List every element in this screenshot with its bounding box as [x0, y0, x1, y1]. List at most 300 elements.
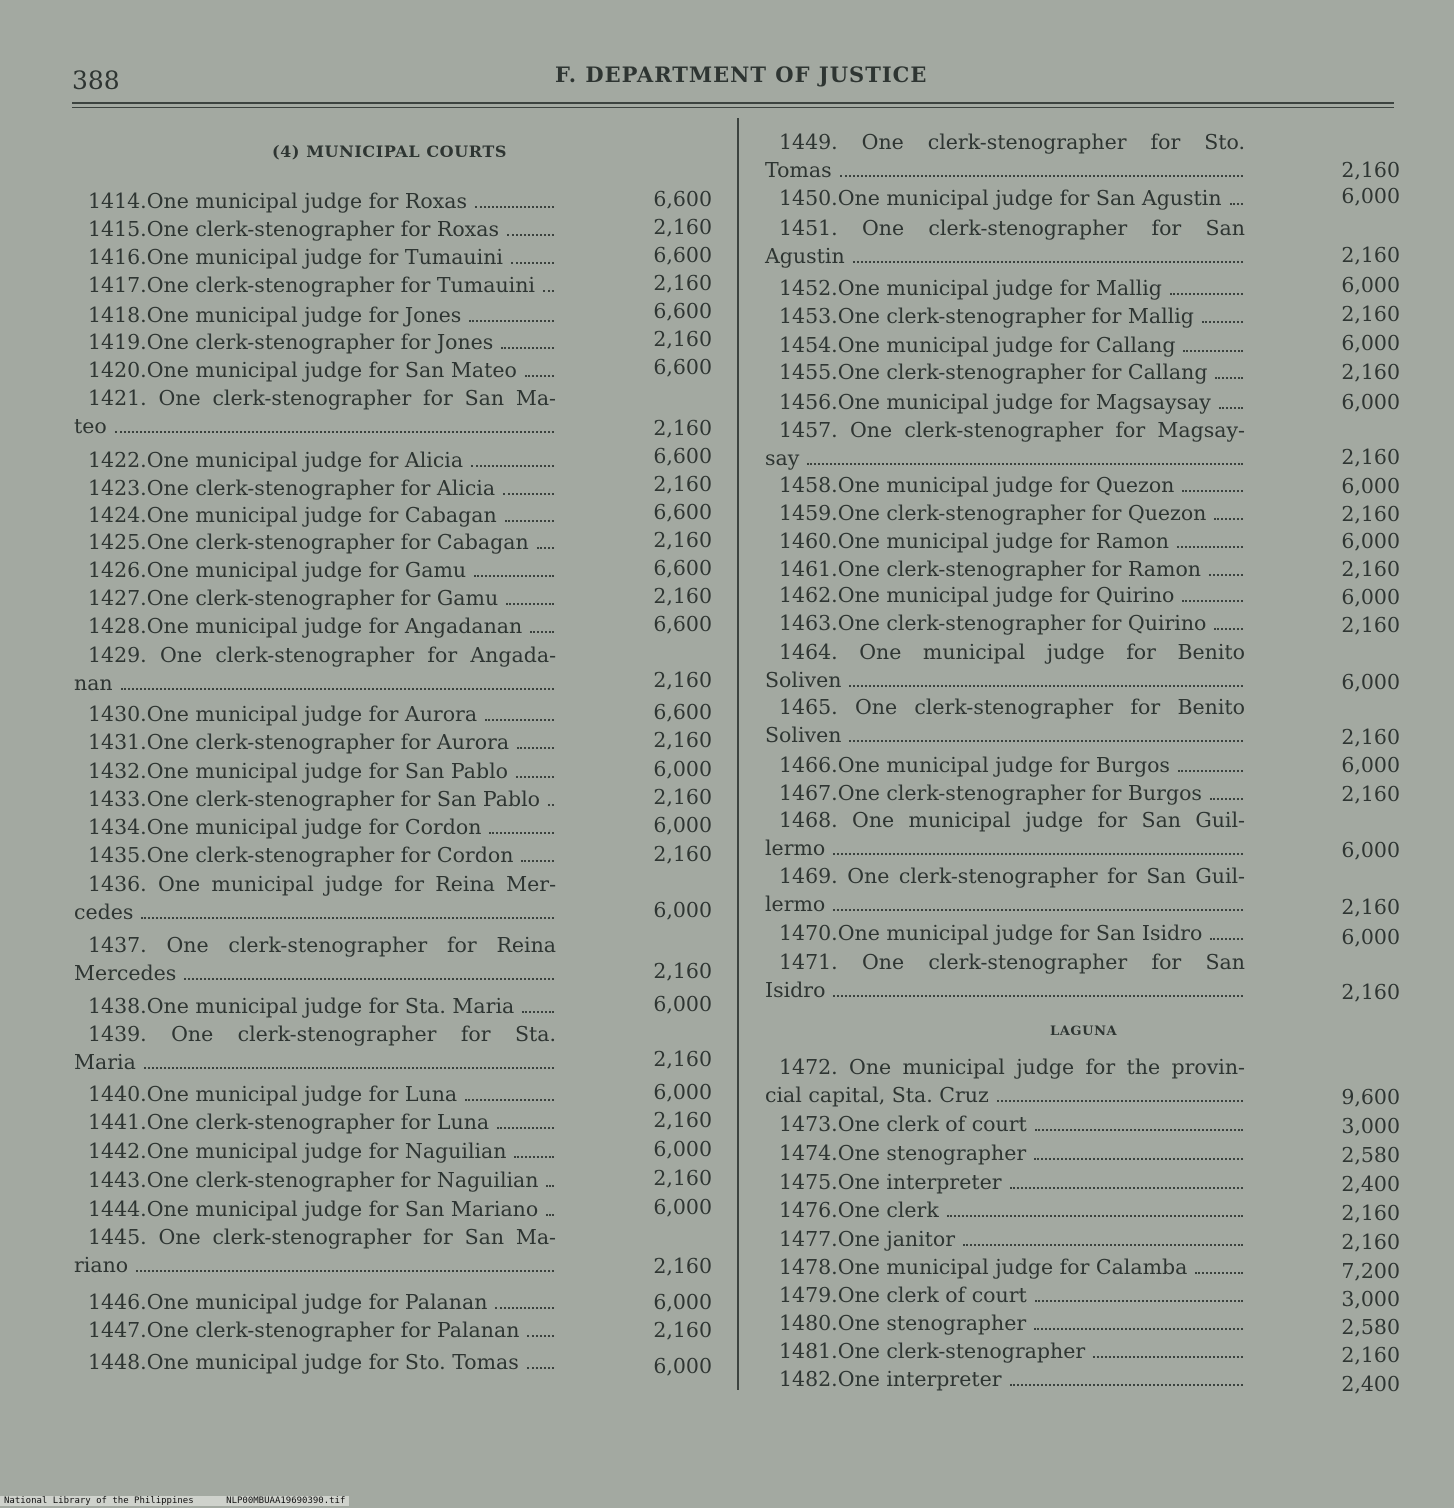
item-amount: 6,000 [1341, 474, 1400, 498]
budget-item [74, 243, 556, 271]
budget-item [74, 992, 556, 1020]
item-line [74, 446, 556, 474]
item-number: 1418. [88, 303, 147, 327]
item-continuation-line [765, 242, 1245, 270]
dot-leader [471, 465, 554, 467]
item-description: One clerk-stenographer for Sta. [171, 1022, 556, 1046]
item-number: 1458. [779, 473, 838, 497]
item-description: One municipal judge for Sto. Tomas [146, 1350, 519, 1374]
item-line [765, 1281, 1245, 1309]
dot-leader [507, 234, 554, 236]
budget-item [765, 499, 1245, 527]
item-amount: 2,160 [1341, 895, 1400, 919]
dot-leader [497, 1127, 554, 1129]
item-description: One clerk-stenographer for Cordon [146, 843, 514, 867]
dot-leader [1034, 1158, 1243, 1160]
budget-item [74, 1020, 556, 1076]
item-description: One municipal judge for San Pablo [146, 759, 508, 783]
budget-item [74, 1223, 556, 1279]
column-divider [737, 118, 739, 1390]
item-number: 1465. [779, 695, 838, 719]
item-number: 1446. [88, 1290, 147, 1314]
item-description: One clerk-stenographer for Palanan [146, 1318, 520, 1342]
item-description: One municipal judge for Ramon [837, 529, 1170, 553]
item-description: One clerk-stenographer for Gamu [146, 586, 499, 610]
item-amount: 2,160 [1341, 1343, 1400, 1367]
dot-leader [1195, 1272, 1243, 1274]
item-continuation: Maria [74, 1050, 136, 1074]
item-line [74, 328, 556, 356]
budget-item [74, 584, 556, 612]
budget-item [74, 1108, 556, 1136]
item-amount: 2,160 [653, 959, 712, 983]
item-line [765, 779, 1245, 807]
item-amount: 6,000 [1341, 838, 1400, 862]
item-number: 1466. [779, 753, 838, 777]
budget-item [74, 1080, 556, 1108]
item-number: 1415. [88, 217, 147, 241]
item-amount: 6,600 [653, 355, 712, 379]
budget-item [765, 1309, 1245, 1337]
budget-item [74, 215, 556, 243]
item-amount: 2,580 [1341, 1143, 1400, 1167]
item-description: One clerk-stenographer for Tumauini [146, 273, 535, 297]
item-description: One clerk-stenographer for Luna [146, 1110, 490, 1134]
item-number: 1453. [779, 304, 838, 328]
item-continuation-line [765, 666, 1245, 694]
item-number: 1441. [88, 1110, 147, 1134]
item-amount: 2,400 [1341, 1172, 1400, 1196]
item-amount: 2,160 [1341, 302, 1400, 326]
dot-leader [1210, 938, 1243, 940]
dot-leader [121, 688, 554, 690]
item-amount: 2,400 [1341, 1372, 1400, 1396]
budget-item [765, 806, 1245, 862]
item-description: One clerk-stenographer for Aurora [146, 730, 510, 754]
item-description: One clerk-stenographer for Reina [166, 933, 556, 957]
item-number: 1461. [779, 557, 838, 581]
dot-leader [1214, 518, 1243, 520]
item-number: 1442. [88, 1139, 147, 1163]
item-line [765, 302, 1245, 330]
item-amount: 6,600 [653, 444, 712, 468]
dot-leader [475, 206, 554, 208]
item-description: One municipal judge for Gamu [146, 558, 467, 582]
item-number: 1448. [88, 1350, 147, 1374]
item-number: 1473. [779, 1112, 838, 1136]
dot-leader [465, 1099, 554, 1101]
item-line [74, 356, 556, 384]
dot-leader [833, 853, 1243, 855]
item-number: 1463. [779, 611, 838, 635]
item-line [765, 1053, 1245, 1081]
page-title: F. DEPARTMENT OF JUSTICE [555, 62, 928, 87]
header-rule [72, 102, 1394, 104]
item-line [74, 992, 556, 1020]
item-description: One stenographer [837, 1311, 1027, 1335]
item-number: 1469. [779, 864, 838, 888]
dot-leader [1202, 321, 1243, 323]
item-number: 1425. [88, 530, 147, 554]
item-number: 1464. [779, 640, 838, 664]
item-number: 1424. [88, 503, 147, 527]
item-number: 1426. [88, 558, 147, 582]
item-continuation-line [765, 1081, 1245, 1109]
item-number: 1454. [779, 333, 838, 357]
item-number: 1421. [88, 386, 147, 410]
item-number: 1439. [88, 1022, 147, 1046]
item-line [765, 1225, 1245, 1253]
item-line [765, 555, 1245, 583]
budget-item [765, 751, 1245, 779]
item-number: 1437. [88, 933, 147, 957]
item-amount: 2,160 [1341, 502, 1400, 526]
item-amount: 2,160 [653, 668, 712, 692]
item-line [74, 1288, 556, 1316]
item-line [74, 501, 556, 529]
item-continuation: lermo [765, 892, 826, 916]
item-number: 1478. [779, 1255, 838, 1279]
item-description: One municipal judge for Aurora [146, 702, 478, 726]
item-continuation-line [765, 834, 1245, 862]
item-line [74, 612, 556, 640]
item-description: One clerk-stenographer for San Ma- [158, 386, 556, 410]
item-description: One municipal judge for San Agustin [837, 186, 1222, 210]
budget-item [765, 862, 1245, 918]
item-number: 1468. [779, 808, 838, 832]
item-amount: 2,160 [1341, 1230, 1400, 1254]
item-line [74, 584, 556, 612]
dot-leader [1230, 203, 1243, 205]
item-line [765, 1168, 1245, 1196]
item-continuation-line [765, 721, 1245, 749]
item-description: One municipal judge for Magsaysay [837, 390, 1211, 414]
dot-leader [521, 860, 554, 862]
dot-leader [184, 978, 554, 980]
dot-leader [1219, 407, 1243, 409]
page-number: 388 [72, 66, 120, 95]
item-line [765, 184, 1245, 212]
item-number: 1462. [779, 583, 838, 607]
budget-item [74, 1288, 556, 1316]
item-description: One clerk-stenographer for Quirino [837, 611, 1207, 635]
footer-library: National Library of the Philippines [4, 1496, 194, 1506]
item-description: One municipal judge for Burgos [837, 753, 1170, 777]
item-number: 1422. [88, 448, 147, 472]
item-line [74, 271, 556, 299]
item-amount: 6,600 [653, 612, 712, 636]
dot-leader [511, 262, 554, 264]
dot-leader [849, 740, 1243, 742]
item-amount: 2,160 [653, 416, 712, 440]
dot-leader [469, 320, 554, 322]
budget-item [765, 555, 1245, 583]
item-amount: 6,000 [653, 1290, 712, 1314]
budget-item [74, 501, 556, 529]
dot-leader [1182, 600, 1243, 602]
item-number: 1416. [88, 245, 147, 269]
item-description: One clerk-stenographer for San Guil- [847, 864, 1245, 888]
item-line [765, 527, 1245, 555]
section-heading-municipal-courts: (4) MUNICIPAL COURTS [272, 142, 508, 161]
item-amount: 2,160 [653, 1047, 712, 1071]
item-line [765, 1196, 1245, 1224]
dot-leader [546, 1185, 554, 1187]
dot-leader [543, 290, 554, 292]
item-amount: 2,160 [653, 728, 712, 752]
item-amount: 6,000 [1341, 529, 1400, 553]
item-line [74, 301, 556, 329]
item-number: 1447. [88, 1318, 147, 1342]
budget-item [765, 779, 1245, 807]
item-amount: 6,000 [1341, 585, 1400, 609]
item-amount: 6,000 [653, 1137, 712, 1161]
budget-item [74, 1348, 556, 1376]
item-description: One clerk-stenographer for Naguilian [146, 1168, 539, 1192]
item-description: One municipal judge for Benito [859, 640, 1245, 664]
item-amount: 6,000 [1341, 753, 1400, 777]
item-description: One clerk-stenographer for Magsay- [849, 418, 1245, 442]
dot-leader [1215, 377, 1243, 379]
item-description: One clerk-stenographer for San [861, 950, 1245, 974]
item-description: One municipal judge for Quezon [837, 473, 1175, 497]
item-amount: 6,000 [653, 1354, 712, 1378]
item-amount: 6,000 [1341, 925, 1400, 949]
item-amount: 6,000 [1341, 390, 1400, 414]
item-line [74, 1137, 556, 1165]
item-line [74, 841, 556, 869]
item-continuation: say [765, 446, 800, 470]
item-continuation: nan [74, 671, 113, 695]
item-amount: 2,160 [1341, 725, 1400, 749]
dot-leader [530, 631, 554, 633]
item-description: One municipal judge for San Mariano [146, 1197, 539, 1221]
item-number: 1440. [88, 1082, 147, 1106]
item-description: One clerk-stenographer for San Pablo [146, 787, 541, 811]
item-number: 1436. [88, 872, 147, 896]
item-description: One clerk-stenographer for Angada- [159, 643, 556, 667]
item-amount: 3,000 [1341, 1287, 1400, 1311]
budget-item [74, 700, 556, 728]
item-amount: 2,160 [1341, 980, 1400, 1004]
item-number: 1457. [779, 418, 838, 442]
dot-leader [833, 909, 1243, 911]
item-description: One clerk-stenographer for Roxas [146, 217, 499, 241]
dot-leader [522, 1011, 554, 1013]
item-amount: 6,000 [1341, 331, 1400, 355]
dot-leader [136, 1270, 554, 1272]
item-continuation-line [74, 1251, 556, 1279]
item-description: One municipal judge for Jones [146, 303, 462, 327]
item-line [74, 1080, 556, 1108]
dot-leader [485, 719, 554, 721]
item-continuation-line [74, 412, 556, 440]
budget-item [765, 214, 1245, 270]
item-line [74, 870, 556, 898]
item-continuation: Soliven [765, 668, 842, 692]
item-line [74, 215, 556, 243]
item-line [74, 243, 556, 271]
item-number: 1438. [88, 994, 147, 1018]
item-amount: 2,160 [1341, 1201, 1400, 1225]
item-number: 1450. [779, 186, 838, 210]
budget-item [765, 609, 1245, 637]
item-line [765, 388, 1245, 416]
item-line [765, 1337, 1245, 1365]
item-number: 1432. [88, 759, 147, 783]
budget-item [765, 1225, 1245, 1253]
budget-item [74, 446, 556, 474]
item-line [765, 1309, 1245, 1337]
item-amount: 2,160 [653, 528, 712, 552]
item-amount: 2,160 [1341, 782, 1400, 806]
scan-footer [0, 1496, 349, 1506]
item-description: One municipal judge for San Guil- [852, 808, 1245, 832]
item-line [765, 358, 1245, 386]
budget-item [765, 1281, 1245, 1309]
item-amount: 2,580 [1341, 1315, 1400, 1339]
item-number: 1456. [779, 390, 838, 414]
item-description: One clerk-stenographer for Benito [854, 695, 1245, 719]
dot-leader [1214, 628, 1243, 630]
budget-item [74, 728, 556, 756]
budget-item [74, 1166, 556, 1194]
item-continuation-line [765, 976, 1245, 1004]
item-line [74, 187, 556, 215]
item-line [74, 1348, 556, 1376]
item-line [765, 1365, 1245, 1393]
budget-item [74, 556, 556, 584]
dot-leader [506, 603, 554, 605]
item-number: 1475. [779, 1170, 838, 1194]
dot-leader [1093, 1356, 1243, 1358]
budget-item [74, 384, 556, 440]
item-line [765, 751, 1245, 779]
budget-item [74, 612, 556, 640]
item-description: One municipal judge for Quirino [837, 583, 1175, 607]
footer-file: NLP00MBUAA19690390.tif [226, 1496, 346, 1506]
item-number: 1430. [88, 702, 147, 726]
item-number: 1443. [88, 1168, 147, 1192]
budget-item [765, 128, 1245, 184]
item-description: One municipal judge for Callang [837, 333, 1176, 357]
item-line [74, 785, 556, 813]
budget-item [765, 388, 1245, 416]
budget-item [765, 184, 1245, 212]
budget-item [74, 931, 556, 987]
item-line [74, 1020, 556, 1048]
item-description: One clerk-stenographer for Alicia [146, 476, 496, 500]
item-amount: 3,000 [1341, 1114, 1400, 1138]
dot-leader [853, 261, 1243, 263]
dot-leader [474, 575, 554, 577]
item-number: 1417. [88, 273, 147, 297]
item-description: One clerk-stenographer for Ramon [837, 557, 1202, 581]
dot-leader [501, 347, 554, 349]
item-continuation: teo [74, 414, 107, 438]
dot-leader [489, 832, 554, 834]
item-line [765, 609, 1245, 637]
item-description: One municipal judge for Cabagan [146, 503, 497, 527]
dot-leader [1177, 546, 1243, 548]
budget-item [765, 1365, 1245, 1393]
item-description: One janitor [837, 1227, 956, 1251]
budget-item [74, 474, 556, 502]
budget-item [765, 1053, 1245, 1109]
dot-leader [1182, 490, 1243, 492]
item-line [74, 1316, 556, 1344]
item-amount: 6,600 [653, 500, 712, 524]
item-number: 1414. [88, 189, 147, 213]
dot-leader [1210, 798, 1243, 800]
item-number: 1449. [779, 130, 838, 154]
item-number: 1429. [88, 643, 147, 667]
item-description: One municipal judge for the provin- [849, 1055, 1245, 1079]
item-continuation-line [765, 444, 1245, 472]
dot-leader [144, 1067, 554, 1069]
dot-leader [963, 1244, 1243, 1246]
item-description: One clerk-stenographer for Jones [146, 330, 494, 354]
item-number: 1431. [88, 730, 147, 754]
item-line [765, 948, 1245, 976]
item-line [74, 1195, 556, 1223]
item-number: 1476. [779, 1198, 838, 1222]
item-amount: 9,600 [1341, 1085, 1400, 1109]
dot-leader [517, 747, 554, 749]
budget-item [765, 638, 1245, 694]
dot-leader [527, 1335, 554, 1337]
item-amount: 6,000 [653, 813, 712, 837]
dot-leader [1035, 1300, 1243, 1302]
item-number: 1445. [88, 1225, 147, 1249]
budget-item [74, 813, 556, 841]
item-line [74, 641, 556, 669]
dot-leader [1170, 293, 1243, 295]
item-line [765, 1253, 1245, 1281]
item-number: 1471. [779, 950, 838, 974]
budget-item [765, 581, 1245, 609]
item-description: One municipal judge for Mallig [837, 276, 1162, 300]
dot-leader [1034, 1328, 1243, 1330]
item-line [765, 274, 1245, 302]
dot-leader [1010, 1187, 1244, 1189]
item-line [765, 638, 1245, 666]
item-continuation: lermo [765, 836, 826, 860]
item-continuation: Tomas [765, 158, 832, 182]
item-number: 1482. [779, 1367, 838, 1391]
item-number: 1455. [779, 360, 838, 384]
item-description: One municipal judge for Naguilian [146, 1139, 507, 1163]
dot-leader [495, 1307, 554, 1309]
item-number: 1434. [88, 815, 147, 839]
dot-leader [514, 1156, 554, 1158]
dot-leader [997, 1100, 1243, 1102]
item-description: One clerk-stenographer for Burgos [837, 781, 1202, 805]
item-amount: 6,000 [1341, 273, 1400, 297]
item-number: 1444. [88, 1197, 147, 1221]
dot-leader [1178, 770, 1243, 772]
item-line [74, 474, 556, 502]
item-line [765, 862, 1245, 890]
budget-item [765, 527, 1245, 555]
budget-item [74, 870, 556, 926]
budget-item [765, 302, 1245, 330]
budget-item [74, 271, 556, 299]
item-line [765, 1139, 1245, 1167]
item-line [765, 214, 1245, 242]
dot-leader [807, 463, 1243, 465]
budget-item [74, 641, 556, 697]
